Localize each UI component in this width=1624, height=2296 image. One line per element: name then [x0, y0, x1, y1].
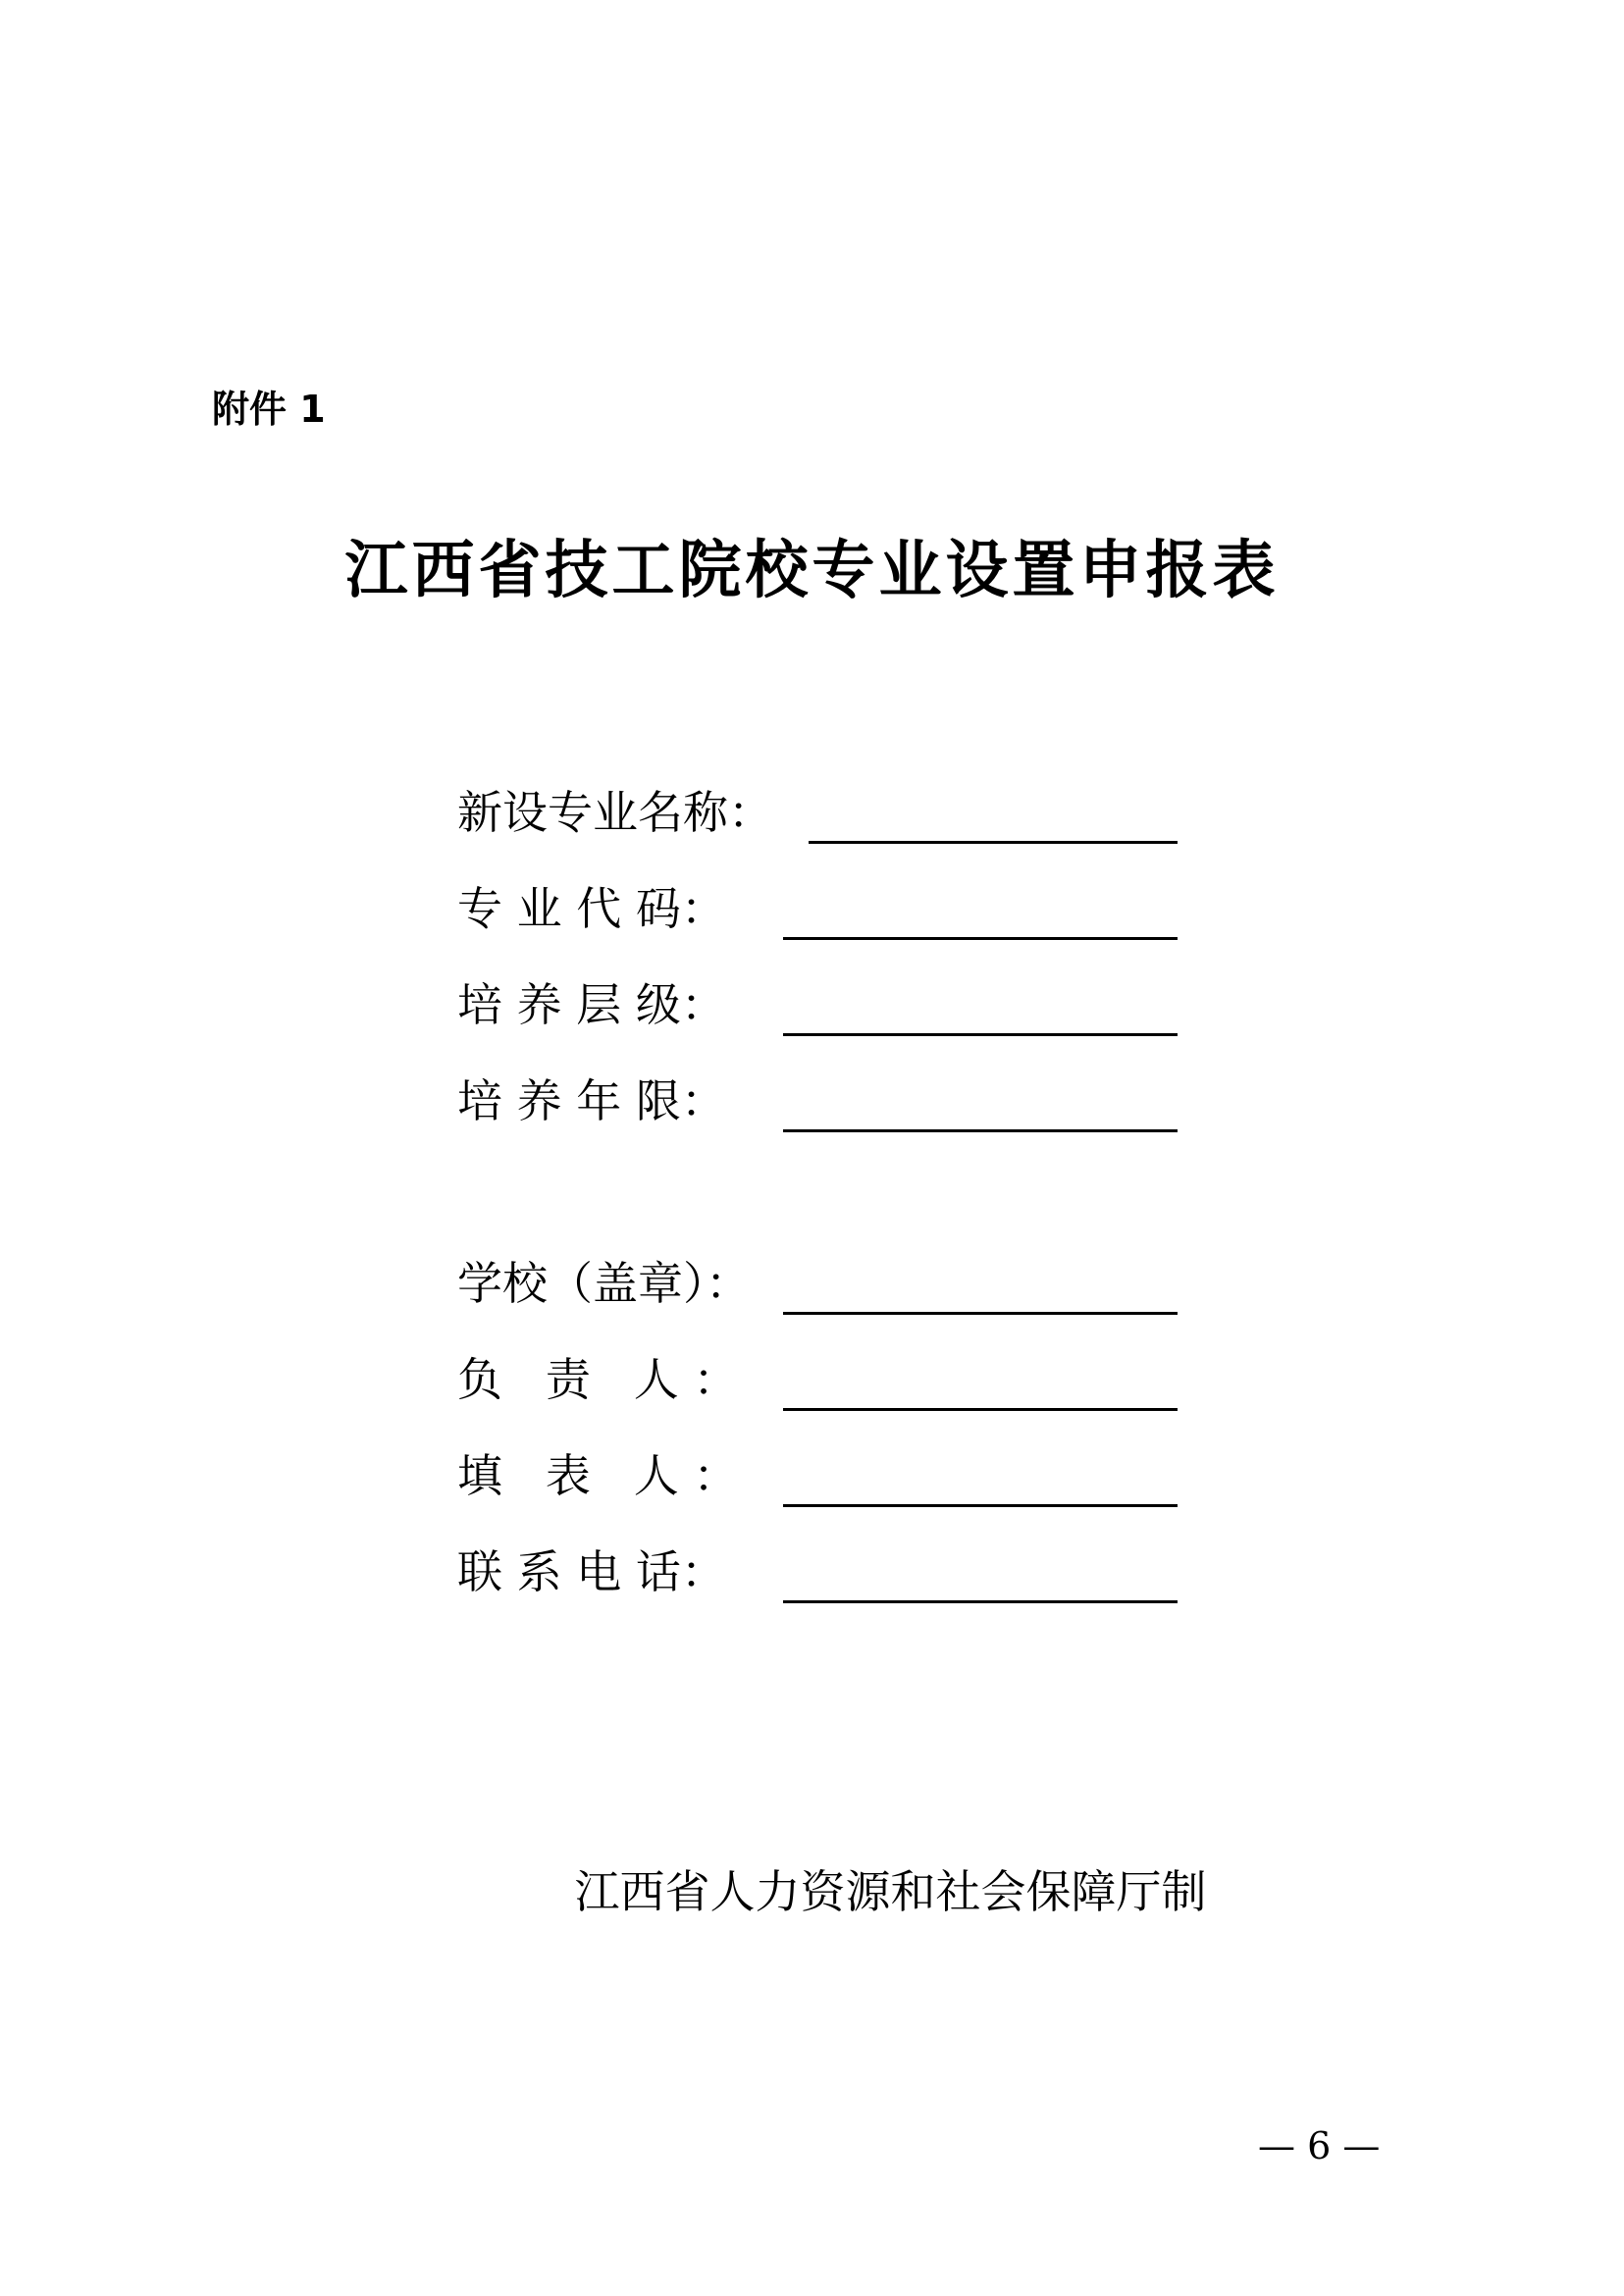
attachment-label: 附件 1: [212, 388, 326, 431]
page-title: 江西省技工院校专业设置申报表: [344, 534, 1280, 607]
field-label: 培 养 年 限：: [457, 1074, 726, 1127]
fill-in-line[interactable]: [783, 1504, 1178, 1507]
field-label: 填 表 人 ：: [457, 1449, 739, 1502]
fill-in-line[interactable]: [809, 841, 1178, 844]
field-school-seal: [457, 1256, 1183, 1315]
field-form-filler: [457, 1448, 1183, 1507]
field-label: 培 养 层 级：: [457, 978, 726, 1031]
field-label: 联 系 电 话：: [457, 1545, 726, 1598]
issuer-line: 江西省人力资源和社会保障厅制: [574, 1865, 1207, 1918]
fill-in-line[interactable]: [783, 1312, 1178, 1315]
field-label: 负 责 人 ：: [457, 1353, 739, 1406]
field-training-level: [457, 977, 1183, 1036]
fill-in-line[interactable]: [783, 1033, 1178, 1036]
field-label: 专 业 代 码：: [457, 882, 726, 935]
field-contact-phone: [457, 1544, 1183, 1603]
field-major-code: [457, 881, 1183, 940]
fill-in-line[interactable]: [783, 1600, 1178, 1603]
field-training-years: [457, 1073, 1183, 1132]
fill-in-line[interactable]: [783, 1408, 1178, 1411]
fill-in-line[interactable]: [783, 937, 1178, 940]
field-new-major-name: [457, 785, 1183, 844]
field-label: 新设专业名称：: [457, 786, 773, 839]
fill-in-line[interactable]: [783, 1129, 1178, 1132]
page-number: — 6 —: [1258, 2124, 1381, 2167]
field-label: 学校（盖章）：: [457, 1257, 751, 1310]
field-person-in-charge: [457, 1352, 1183, 1411]
